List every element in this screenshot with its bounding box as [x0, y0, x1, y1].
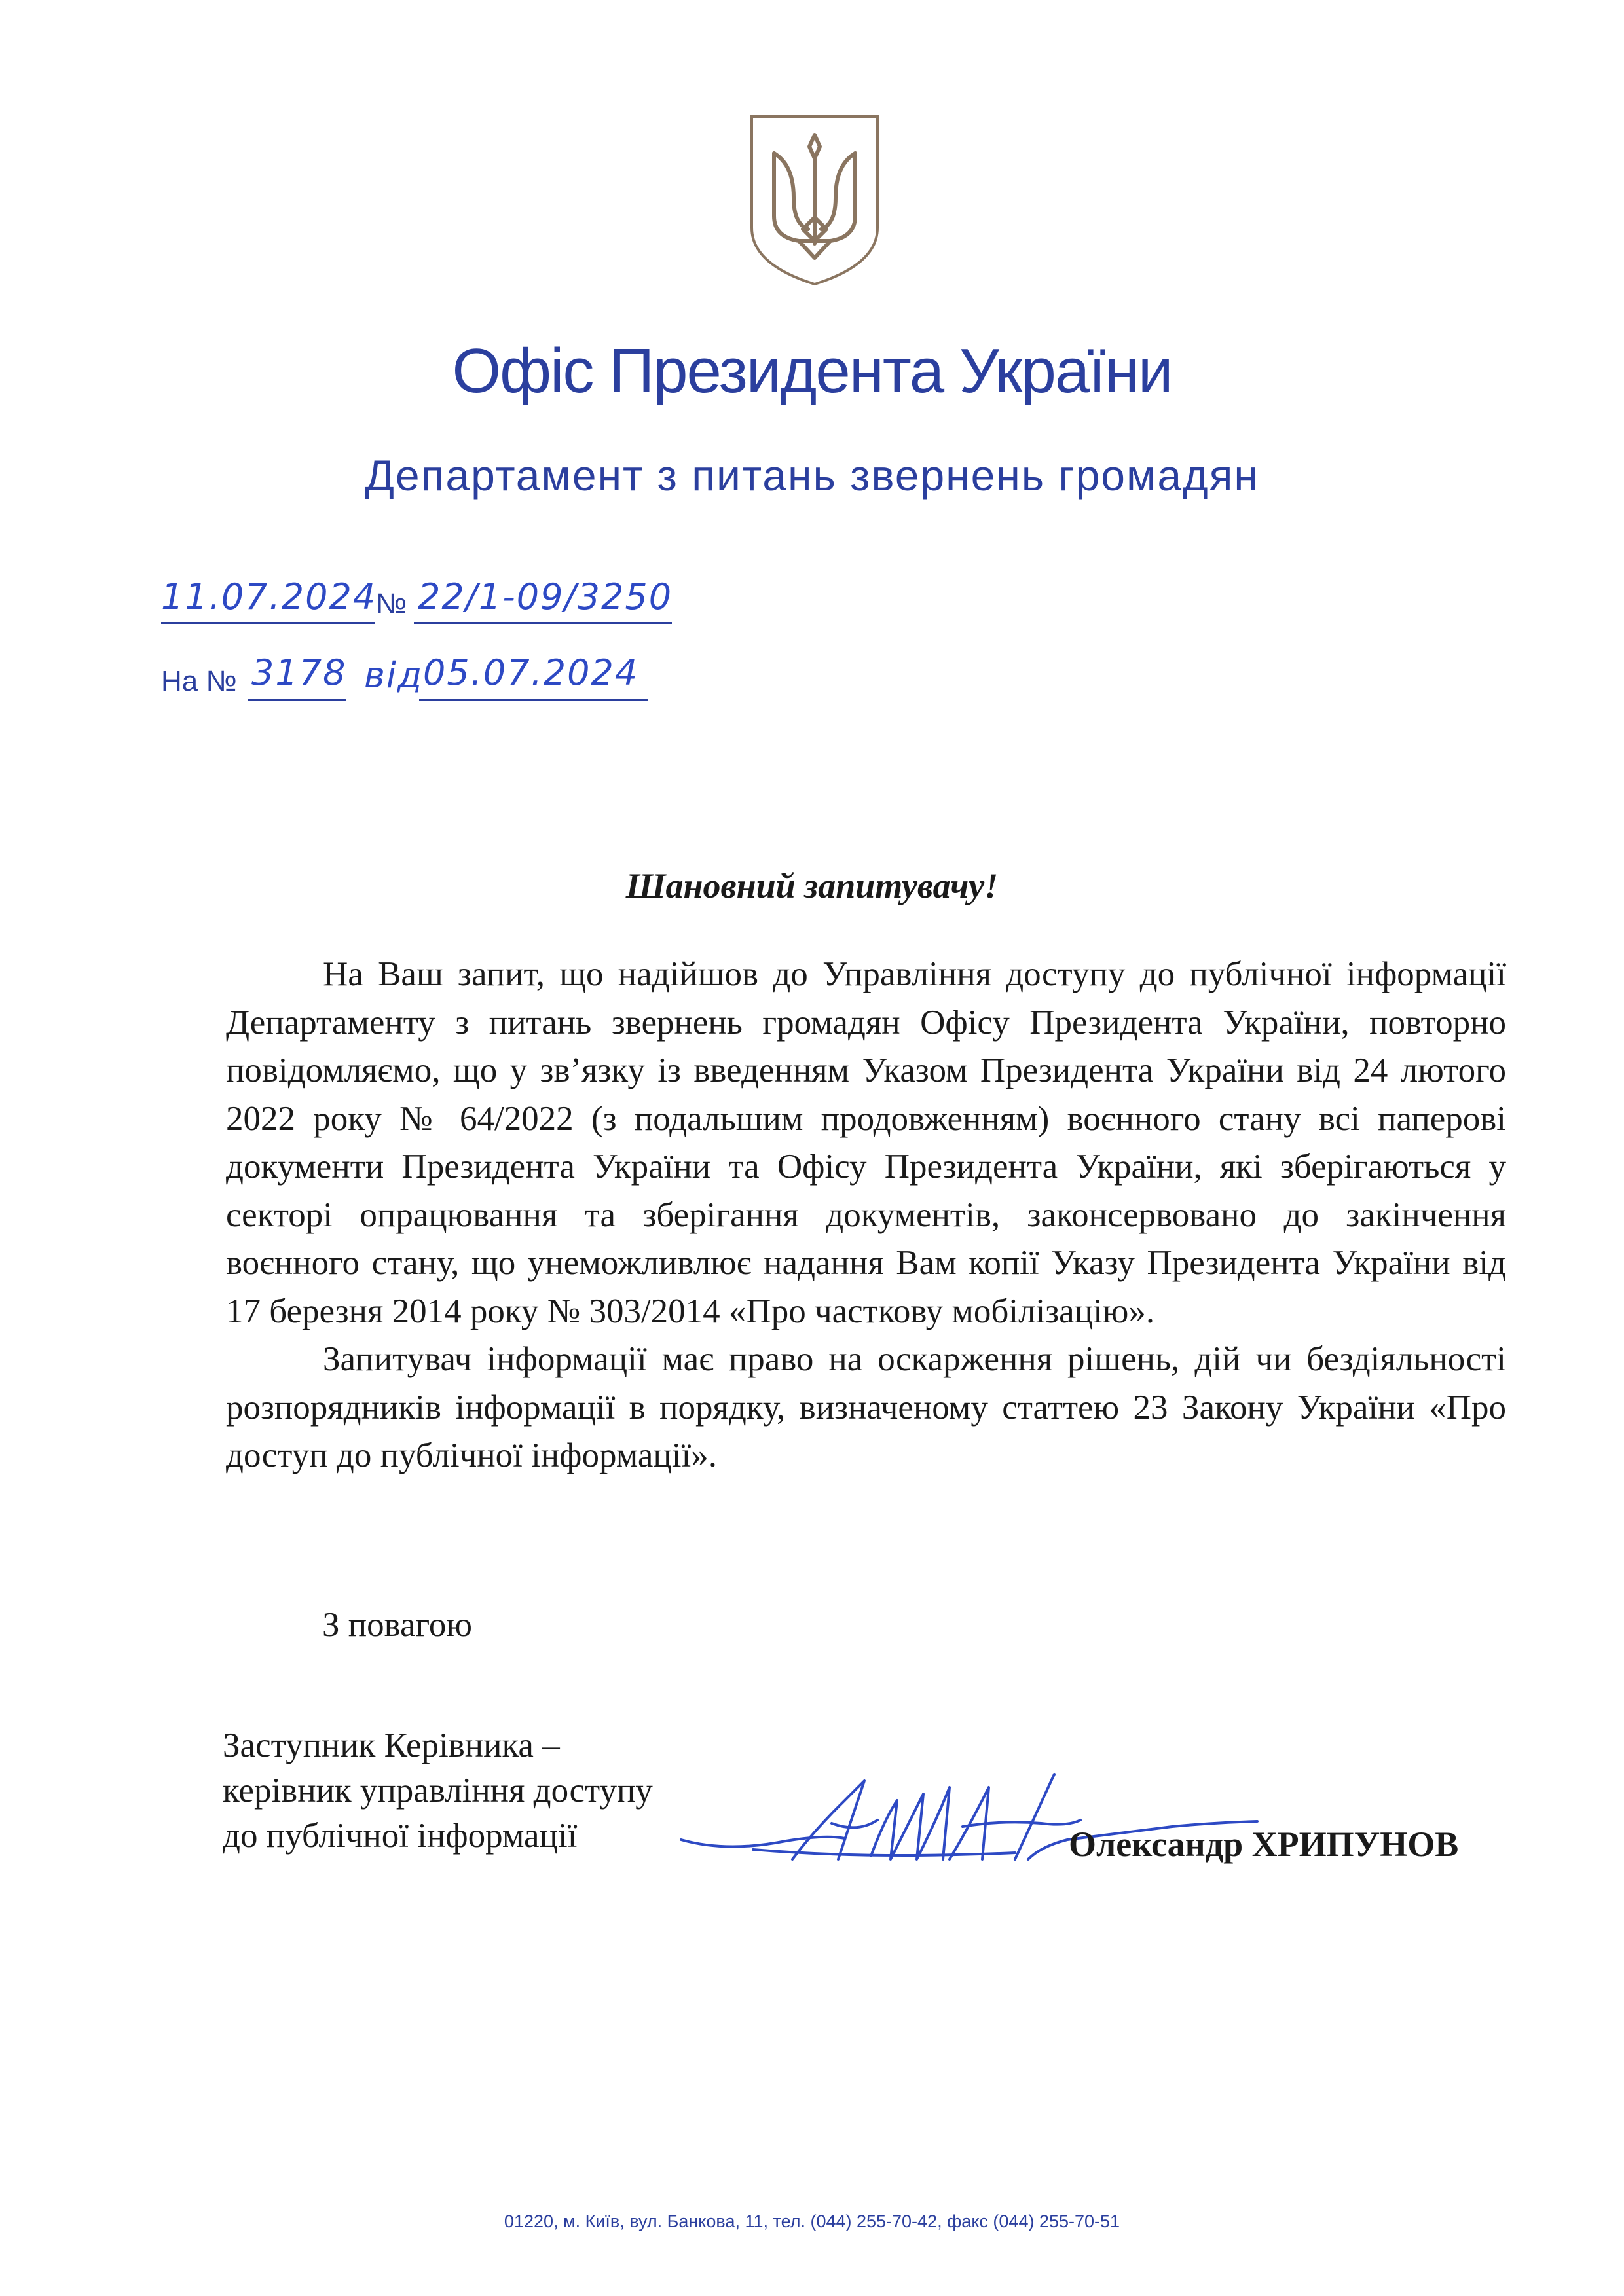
signatory-name: Олександр ХРИПУНОВ [1069, 1825, 1459, 1864]
greeting: Шановний запитувачу! [625, 866, 999, 905]
footer-address: 01220, м. Київ, вул. Банкова, 11, тел. (044) 255-70-42, факс (044) 255-70-51 [504, 2212, 1120, 2231]
outgoing-number-underline [414, 622, 672, 624]
position-line-2: керівник управління доступу [223, 1772, 653, 1810]
reply-to-date-underline [419, 699, 648, 701]
reply-to-number: 3178 [251, 652, 347, 693]
outgoing-date: 11.07.2024 [161, 576, 377, 617]
reply-to-date: 05.07.2024 [423, 652, 639, 693]
body-paragraph-2: Запитувач інформації має право на оскарження рішень, дій чи бездіяльності розпорядників інформації в порядку, визначеному статтею 23 Закону України «Про доступ до публічної інформації». [226, 1340, 1506, 1474]
department-title: Департамент з питань звернень громадян [365, 451, 1259, 500]
outgoing-number: 22/1-09/3250 [418, 576, 673, 617]
trident-emblem-icon [748, 113, 881, 287]
outgoing-number-label: № [376, 588, 407, 620]
reply-to-number-underline [248, 699, 346, 701]
reply-to-from-word: від [364, 655, 424, 696]
closing-phrase: З повагою [322, 1606, 473, 1644]
body-paragraph-1: На Ваш запит, що надійшов до Управління доступу до публічної інформації Департаменту з питань звернень громадян Офісу Президента України, повторно повідомляємо, що у зв’язку із введенням Указом Президента України від 24 лютого 2022 року № 64/2022 (з подальшим продовженням) воєнного стану всі паперові документи Президента України та Офісу Президента України, які зберігаються у секторі опрацювання та зберігання документів, законсервовано до закінчення воєнного стану, що унеможливлює надання Вам копії Указу Президента України від 17 березня 2014 року № 303/2014 «Про часткову мобілізацію». [226, 955, 1506, 1330]
reply-to-label: На № [161, 665, 237, 697]
signatory-position [223, 1723, 653, 1859]
organization-title: Офіс Президента України [452, 336, 1172, 406]
position-line-3: до публічної інформації [223, 1817, 578, 1855]
position-line-1: Заступник Керівника – [223, 1726, 560, 1764]
letter-body [226, 951, 1506, 1480]
outgoing-date-underline [161, 622, 375, 624]
